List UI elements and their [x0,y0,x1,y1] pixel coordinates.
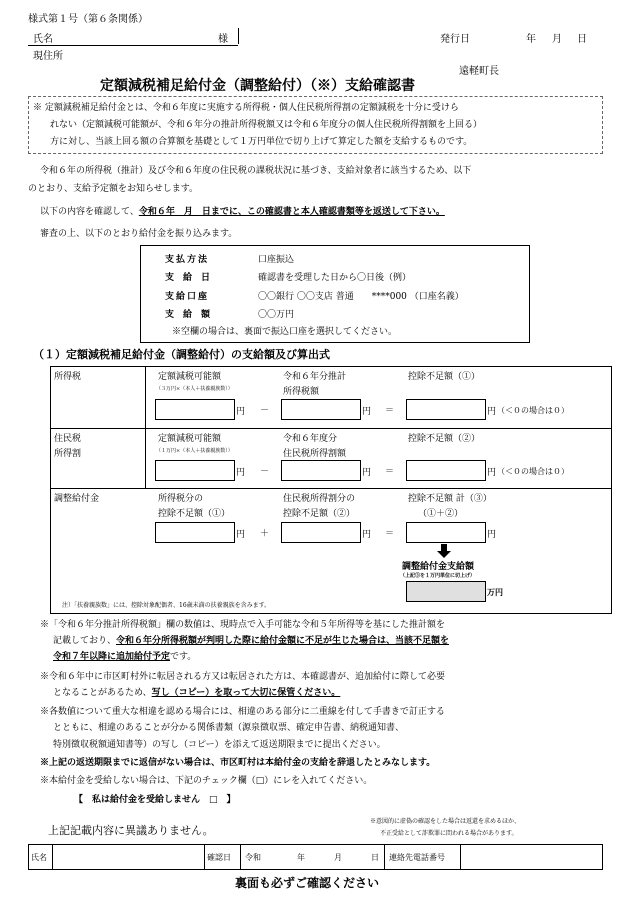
equals-sign: ＝ [385,467,395,477]
row3-col2-header: 控除不足額（②） [283,509,356,519]
decline-checkbox[interactable]: 【 私は給付金を受給しません □ 】 [74,795,236,805]
payment-account-label: 支給口座 [165,292,210,302]
yen-unit: 円 [236,530,246,540]
reiwa-label: 令和 [245,853,261,862]
row2-col1-header: 定額減税可能額 [158,434,222,444]
row3-col3-header: 控除不足額 計（③） [408,494,492,504]
fraud-warning: ※意図的に虚偽の確認をした場合は返還を求めるほか、 [370,818,521,825]
adjustment-payment-amount [406,581,486,602]
dependents-footnote: 注）「扶養親族数」には、控除対象配偶者、16歳未満の扶養親族を含みます。 [62,602,271,609]
row1-col2-header: 令和６年分推計 [283,372,347,382]
note-relocation: ※令和６年中に市区町村外に転居される方又は転居された方は、本確認書が、追加給付に際して必要 [40,672,446,682]
yen-unit: 円 [487,530,497,540]
zero-note: （＜０の場合は０） [497,467,569,476]
mayor-label: 遠軽町長 [459,66,499,77]
issue-date-label: 発行日 [440,34,470,45]
zero-note: （＜０の場合は０） [497,406,569,415]
row2-col2-header: 令和６年度分 [283,434,338,444]
note-decline: ※本給付金を受給しない場合は、下記のチェック欄（□）にレを入れてください。 [40,776,373,786]
form-number: 様式第１号（第６条関係） [28,14,148,25]
row1-col2-header: 所得税額 [283,387,320,397]
note-line: 方に対し、当該上回る額の合算額を基礎として１万円単位で切り上げて算定した額を支給するものです。 [50,137,473,147]
confirm-month: 月 [334,853,342,862]
payment-method-label: 支払方法 [165,255,210,265]
note-correction: 特別徴収税額通知書等）の写し（コピー）を添えて返送期限までに提出ください。 [53,740,386,750]
minus-sign: － [260,406,270,416]
row1-possible-amount-input[interactable] [155,399,235,420]
yen-unit: 円 [362,468,372,478]
yen-unit: 円 [487,407,497,417]
note-relocation: となることがあるため、写し（コピー）を取って大切に保管ください。 [53,688,341,698]
issue-year: 年 [526,34,536,45]
intro-text: 令和６年の所得税（推計）及び令和６年度の住民税の課税状況に基づき、支給対象者に該当するため、以下 [40,166,472,176]
issue-day: 日 [577,34,587,45]
agreement-text: 上記記載内容に異議ありません。 [48,824,214,837]
page-title: 定額減税補足給付金（調整給付）（※）支給確認書 [100,78,415,94]
payment-method-value: 口座振込 [258,255,295,265]
sama-label: 様 [218,34,228,45]
row1-col1-header: 定額減税可能額 [158,372,222,382]
row1-estimated-tax-input[interactable] [281,399,361,420]
note-line: れない（定額減税可能額が、令和６年分の推計所得税額又は令和６年度分の個人住民税所得割額を上回る） [50,120,483,130]
note-deadline: ※上記の返送期限までに返信がない場合は、市区町村は本給付金の支給を辞退したとみなします。 [40,758,436,768]
row-resident-tax-label: 住民税 [54,434,82,444]
note-correction: ※各数値について重大な相違を認める場合には、相違のある部分に二重線を付して手書きで訂正する [40,707,445,717]
row3-col2-header: 住民税所得割分の [283,494,356,504]
confirm-date-label: 確認日 [207,853,231,862]
plus-sign: ＋ [260,529,270,539]
row3-total-shortfall-input[interactable] [406,522,486,543]
name-label: 氏名 [33,34,53,45]
issue-month: 月 [552,34,562,45]
phone-label: 連絡先電話番号 [389,853,445,862]
row3-col3-header: （①＋②） [418,509,464,519]
back-side-note: 裏面も必ずご確認ください [235,876,380,890]
row1-col1-sub: （３万円×（本人＋扶養親族数）） [156,386,233,392]
row2-possible-amount-input[interactable] [155,460,235,481]
row3-income-shortfall-input[interactable] [155,522,235,543]
yen-unit: 円 [487,468,497,478]
note-estimate: 記載しており、令和６年分所得税額が判明した際に給付金額に不足が生じた場合は、当該不足額を [53,636,450,646]
row-adjustment-label: 調整給付金 [54,494,100,504]
fraud-warning: 不正受給として詐欺罪に問われる場合があります。 [380,830,518,837]
row-resident-tax-label: 所得割 [54,449,82,459]
payment-date-label: 支 給 日 [165,273,211,283]
payment-amount-label: 支 給 額 [165,310,211,320]
row1-shortfall-input[interactable] [406,399,486,420]
transfer-text: 審査の上、以下のとおり給付金を振り込みます。 [40,229,238,239]
confirm-year: 年 [297,853,305,862]
sign-name-label: 氏名 [31,853,47,862]
result-title: 調整給付金支給額 [402,562,475,572]
yen-unit: 円 [236,407,246,417]
man-yen-unit: 万円 [487,587,503,597]
address-label: 現住所 [33,51,63,62]
section1-title: （１）定額減税補足給付金（調整給付）の支給額及び算出式 [33,348,330,361]
minus-sign: － [260,467,270,477]
intro-text: のとおり、支給予定額をお知らせします。 [28,184,199,194]
yen-unit: 円 [236,468,246,478]
result-sub: （上記③を１万円単位に切上げ） [400,573,476,579]
payment-note: ※空欄の場合は、裏面で振込口座を選択してください。 [172,327,398,337]
row2-shortfall-input[interactable] [406,460,486,481]
phone-field[interactable] [462,846,599,866]
row2-col2-header: 住民税所得割額 [283,449,347,459]
return-instruction: 以下の内容を確認して、令和６年 月 日までに、この確認書と本人確認書類等を返送して下さい。 [40,207,445,217]
row2-col3-header: 控除不足額（②） [408,434,481,444]
sign-name-field[interactable] [54,846,202,866]
down-arrow-icon [437,544,451,558]
equals-sign: ＝ [385,529,395,539]
row2-col1-sub: （１万円×（本人＋扶養親族数）） [156,448,233,454]
row3-resident-shortfall-input[interactable] [281,522,361,543]
yen-unit: 円 [362,530,372,540]
note-estimate: ※「令和６年分推計所得税額」欄の数値は、現時点で入手可能な令和５年所得等を基にした推計額を [40,620,446,630]
yen-unit: 円 [362,407,372,417]
row-income-tax-label: 所得税 [54,372,82,382]
equals-sign: ＝ [385,406,395,416]
row3-col1-header: 所得税分の [158,494,204,504]
note-correction: とともに、相違のあることが分かる関係書類（源泉徴収票、確定申告書、納税通知書、 [53,723,405,733]
note-line: ※ 定額減税補足給付金とは、令和６年度に実施する所得税・個人住民税所得割の定額減税を十分に受けら [33,103,459,113]
row2-resident-tax-input[interactable] [281,460,361,481]
note-estimate: 令和７年以降に追加給付予定です。 [53,652,197,662]
payment-account-value: 〇〇銀行 〇〇支店 普通 ****000 （口座名義） [258,292,464,302]
confirm-day: 日 [371,853,379,862]
payment-date-value: 確認書を受理した日から〇日後（例） [258,273,412,283]
row1-col3-header: 控除不足額（①） [408,372,481,382]
payment-amount-value: 〇〇万円 [258,310,295,320]
row3-col1-header: 控除不足額（①） [158,509,231,519]
